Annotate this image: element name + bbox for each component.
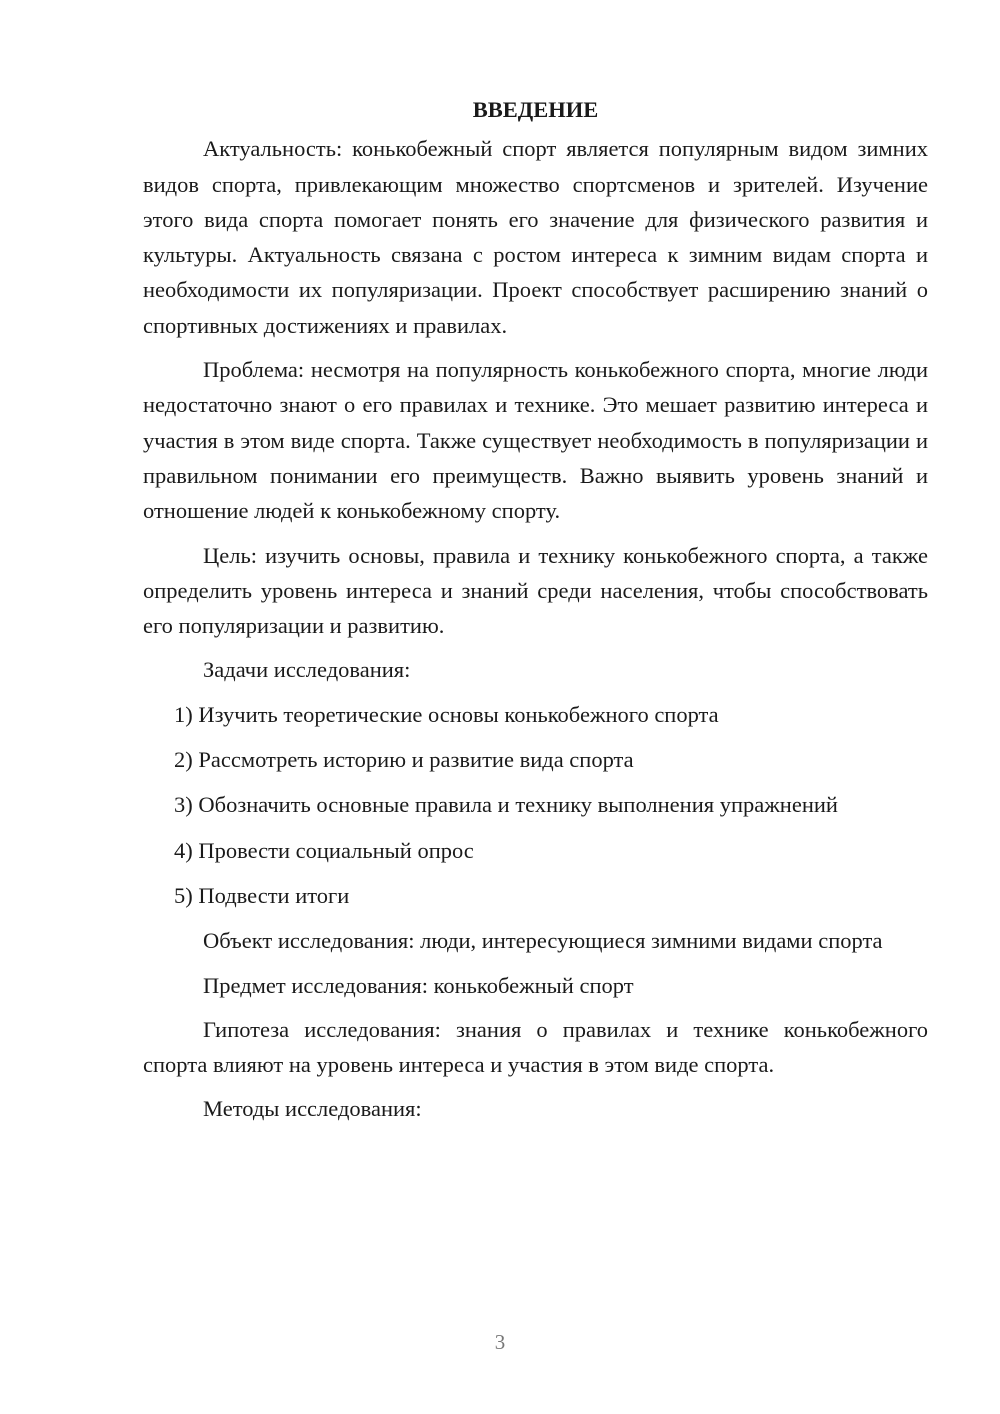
list-item: 1) Изучить теоретические основы конькобежного спорта [174, 701, 719, 727]
paragraph-problem: Проблема: несмотря на популярность конькобежного спорта, многие люди недостаточно знают о его правилах и технике. Это мешает развитию интереса и участия в этом виде спорта. Также существует необходимость в популяризации и правильном понимании его преимуществ. Важно выявить уровень знаний и отношение людей к конькобежному спорту. [143, 357, 928, 524]
paragraph-goal: Цель: изучить основы, правила и технику конькобежного спорта, а также определить уровень интереса и знаний среди населения, чтобы способствовать его популяризации и развитию. [143, 542, 928, 639]
section-heading: ВВЕДЕНИЕ [472, 97, 599, 122]
page-number: 3 [494, 1330, 506, 1354]
paragraph-subject: Предмет исследования: конькобежный спорт [203, 972, 634, 998]
page-content [143, 92, 928, 1136]
list-item: 5) Подвести итоги [174, 882, 350, 908]
paragraph-tasks-heading: Задачи исследования: [203, 657, 411, 683]
paragraph-object: Объект исследования: люди, интересующиеся зимними видами спорта [203, 928, 883, 954]
list-item: 3) Обозначить основные правила и технику выполнения упражнений [174, 792, 838, 818]
list-item: 2) Рассмотреть историю и развитие вида спорта [174, 747, 634, 773]
paragraph-relevance: Актуальность: конькобежный спорт является популярным видом зимних видов спорта, привлекающим множество спортсменов и зрителей. Изучение этого вида спорта помогает понять его значение для физического развития и культуры. Актуальность связана с ростом интереса к зимним видам спорта и необходимости их популяризации. Проект способствует расширению знаний о спортивных достижениях и правилах. [143, 136, 928, 338]
tasks-list [143, 697, 928, 913]
paragraph-methods: Методы исследования: [203, 1096, 422, 1122]
paragraph-hypothesis: Гипотеза исследования: знания о правилах и технике конькобежного спорта влияют на уровень интереса и участия в этом виде спорта. [143, 1016, 928, 1078]
list-item: 4) Провести социальный опрос [174, 837, 474, 863]
